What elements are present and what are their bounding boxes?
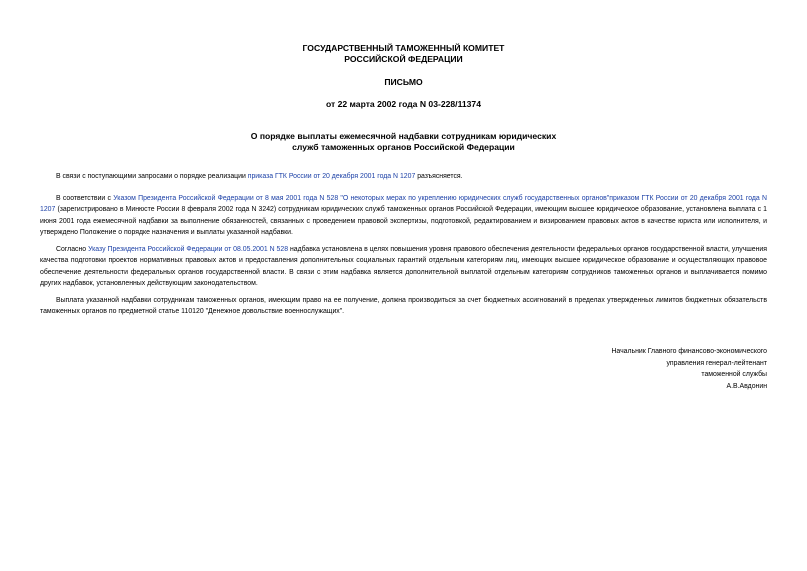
- paragraph-3-text-a: Согласно: [56, 246, 89, 253]
- paragraph-2: [40, 193, 767, 239]
- org-name-line2: РОССИЙСКОЙ ФЕДЕРАЦИИ: [344, 54, 463, 64]
- org-name-line1: ГОСУДАРСТВЕННЫЙ ТАМОЖЕННЫЙ КОМИТЕТ: [302, 43, 505, 53]
- paragraph-3: [40, 244, 767, 290]
- doc-subject: [0, 131, 807, 153]
- paragraph-3-text-b: надбавка установлена в целях повышения уровня правового обеспечения деятельности федеральных органов государственной власти, улучшения качества подготовки проектов нормативных правовых актов и предоставления дополнительных социальных гарантий отдельным категориям лиц, имеющих высшее юридическое образование и осуществляющих правовое обеспечение деятельности федеральных органов государственной власти. В связи с этим надбавка является дополнительной выплатой отдельным категориям сотрудников таможенных органов и выплачивается помимо других надбавок, установленных действующим законодательством.: [40, 246, 767, 288]
- paragraph-2-text-b: (зарегистрировано в Минюсте России 8 февраля 2002 года N 3242) сотрудникам юридических служб таможенных органов Российской Федерации, имеющим высшее юридическое образование, установлена выплата с 1 июня 2001 года ежемесячной надбавки за выполнение обязанностей, связанных с проведением правовой экспертизы, подготовкой, редактированием и визированием правовых актов в качестве юриста или исполнителя, и утверждено Положение о порядке назначения и выплаты указанной надбавки.: [40, 206, 767, 237]
- signature-block: [507, 346, 767, 392]
- paragraph-1-text-a: В связи с поступающими запросами о порядке реализации: [56, 173, 248, 180]
- subject-line2: служб таможенных органов Российской Федерации: [292, 142, 515, 152]
- link-decree-528[interactable]: Указом Президента Российской Федерации от 8 мая 2001 года N 528 "О некоторых мерах по укреплению юридических служб государственных органов": [113, 195, 610, 202]
- paragraph-1: [40, 171, 767, 182]
- document-header: [0, 43, 807, 65]
- signatory-name: А.В.Авдонин: [726, 382, 767, 390]
- doc-date-number: от 22 марта 2002 года N 03-228/11374: [325, 99, 481, 109]
- paragraph-4: [40, 295, 767, 318]
- paragraph-1-text-b: разъясняется.: [415, 173, 463, 180]
- signature-line3: таможенной службы: [701, 371, 767, 379]
- link-decree-528-2[interactable]: Указу Президента Российской Федерации от 08.05.2001 N 528: [88, 246, 289, 253]
- link-order-1207[interactable]: приказа ГТК России от 20 декабря 2001 года N 1207: [247, 173, 416, 180]
- paragraph-2-text-a: В соответствии с: [56, 195, 114, 202]
- signature-line2: управления генерал-лейтенант: [666, 359, 767, 367]
- doc-type: ПИСЬМО: [384, 77, 423, 87]
- link-order-1207-2[interactable]: приказом ГТК России от 20 декабря 2001 года N 1207: [40, 195, 767, 214]
- subject-line1: О порядке выплаты ежемесячной надбавки сотрудникам юридических: [250, 131, 557, 141]
- signature-line1: Начальник Главного финансово-экономического: [611, 348, 767, 355]
- paragraph-4-text: Выплата указанной надбавки сотрудникам таможенных органов, имеющим право на ее получение, должна производиться за счет бюджетных ассигнований в пределах утвержденных лимитов бюджетных обязательств таможенных органов по предметной статье 110120 "Денежное довольствие военнослужащих".: [40, 297, 767, 316]
